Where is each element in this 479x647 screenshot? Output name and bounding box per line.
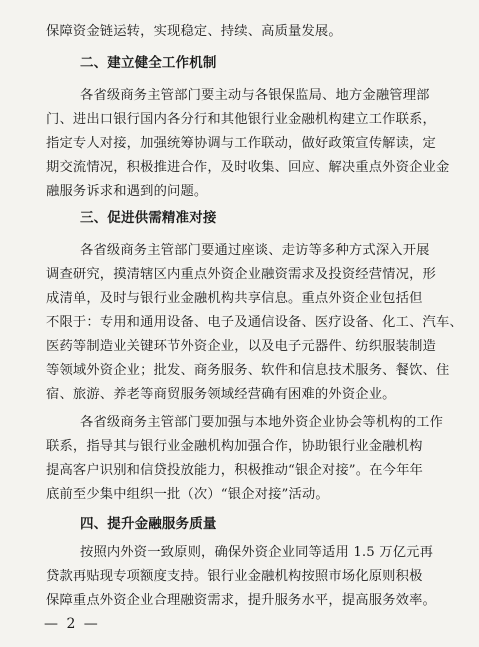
- body-line: 不限于：专用和通用设备、电子及通信设备、医疗设备、化工、汽车、: [46, 315, 463, 330]
- body-line: 宿、旅游、养老等商贸服务领域经营确有困难的外资企业。: [46, 387, 396, 402]
- body-line: 按照内外资一致原则，确保外资企业同等适用 1.5 万亿元再: [80, 545, 434, 560]
- body-line: 各省级商务主管部门要通过座谈、走访等多种方式深入开展: [80, 243, 430, 258]
- body-line: 融服务诉求和遇到的问题。: [46, 184, 208, 199]
- body-line: 等领域外资企业；批发、商务服务、软件和信息技术服务、餐饮、住: [46, 363, 450, 378]
- body-line: 保障资金链运转，实现稳定、持续、高质量发展。: [46, 24, 342, 39]
- body-line: 门、进出口银行国内各分行和其他银行业金融机构建立工作联系，: [46, 112, 436, 127]
- body-line: 调查研究，摸清辖区内重点外资企业融资需求及投资经营情况，形: [46, 267, 436, 282]
- body-line: 期交流情况，积极推进合作，及时收集、回应、解决重点外资企业金: [46, 160, 450, 175]
- body-line: 医药等制造业关键环节外资企业，以及电子元器件、纺织服装制造: [46, 339, 436, 354]
- body-line: 贷款再贴现专项额度支持。银行业金融机构按照市场化原则积极: [46, 569, 423, 584]
- section-heading: 三、促进供需精准对接: [80, 210, 217, 226]
- body-line: 指定专人对接，加强统筹协调与工作联动，做好政策宣传解读，定: [46, 136, 436, 151]
- body-line: 各省级商务主管部门要加强与本地外资企业协会等机构的工作: [80, 415, 444, 430]
- body-line: 保障重点外资企业合理融资需求，提升服务水平，提高服务效率。: [46, 593, 436, 608]
- body-line: 联系，指导其与银行业金融机构加强合作，协助银行业金融机构: [46, 439, 423, 454]
- body-line: 底前至少集中组织一批（次）“银企对接”活动。: [46, 487, 329, 502]
- body-line: 提高客户识别和信贷投放能力，积极推动“银企对接”。在今年年: [46, 463, 423, 478]
- body-line: 各省级商务主管部门要主动与各银保监局、地方金融管理部: [80, 88, 430, 103]
- section-heading: 二、建立健全工作机制: [80, 55, 217, 71]
- body-line: 成清单，及时与银行业金融机构共享信息。重点外资企业包括但: [46, 291, 423, 306]
- page-number: — 2 —: [44, 616, 100, 632]
- section-heading: 四、提升金融服务质量: [80, 516, 217, 532]
